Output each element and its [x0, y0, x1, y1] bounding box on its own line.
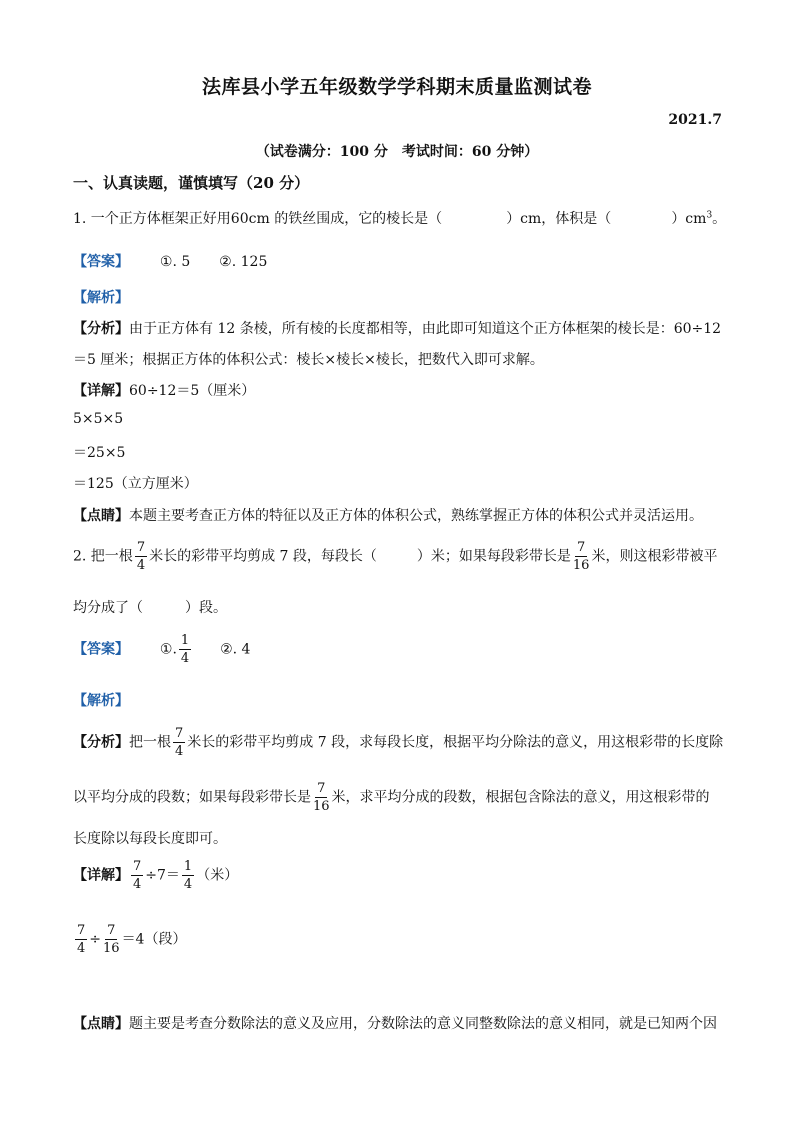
section-heading: 一、认真读题，谨慎填写（20 分）: [73, 174, 310, 192]
q2-detail-line2: [73, 924, 186, 955]
fenxi-label: 【分析】: [73, 321, 129, 337]
q1-superscript: 3: [706, 210, 713, 221]
q1-answer-1: ①. 5: [159, 254, 191, 270]
answer-label: 【答案】: [73, 254, 129, 270]
question-2: [73, 541, 717, 572]
fraction: $\frac{7}{4}$: [136, 540, 146, 573]
fraction: $\frac{1}{4}$: [180, 633, 190, 666]
fenxi-text: 米长的彩带平均剪成 7 段，求每段长度，根据平均分除法的意义，用这根彩带的长度除: [187, 734, 724, 751]
q2-dianjing: [73, 1013, 717, 1033]
page-title: 法库县小学五年级数学学科期末质量监测试卷: [201, 76, 592, 98]
fenxi-text-line2: ＝5 厘米；根据正方体的体积公式：棱长×棱长×棱长，把数代入即可求解。: [73, 352, 544, 368]
fraction: $\frac{1}{4}$: [183, 859, 193, 892]
q2-answer: [73, 634, 250, 665]
fraction: $\frac{7}{16}$: [572, 540, 590, 573]
detail-op: ÷7＝: [145, 867, 180, 884]
fenxi-text: 由于正方体有 12 条棱，所有棱的长度都相等，由此即可知道这个正方体框架的棱长是：60÷12: [129, 321, 722, 337]
exam-info: （试卷满分：100 分 考试时间：60 分钟）: [255, 144, 539, 160]
q1-text-b: ）cm，体积是（: [506, 211, 612, 227]
q2-text: ）米；如果每段彩带长是: [416, 548, 571, 565]
fenxi-text-line3: 长度除以每段长度即可。: [73, 831, 227, 847]
q2-text: 米长的彩带平均剪成 7 段，每段长（: [149, 548, 377, 565]
detail-label: 【详解】: [73, 383, 129, 399]
dianjing-text: 题主要是考查分数除法的意义及应用，分数除法的意义同整数除法的意义相同，就是已知两个因: [129, 1016, 717, 1032]
question-1: [73, 208, 726, 228]
q2-detail-line1: [73, 860, 238, 891]
detail-unit: （米）: [196, 867, 239, 884]
q2-text: 2. 把一根: [73, 548, 133, 565]
analysis-label: 【解析】: [73, 290, 129, 306]
q1-detail: [73, 380, 255, 400]
answer-label: 【答案】: [73, 641, 129, 658]
detail-result: ＝4（段）: [121, 931, 187, 948]
q1-text-a: 1. 一个正方体框架正好用60cm 的铁丝围成，它的棱长是（: [73, 211, 443, 227]
detail-line: 60÷12＝5（厘米）: [129, 383, 256, 399]
q2-text: 米，则这根彩带被平: [591, 548, 718, 565]
fraction: $\frac{7}{4}$: [175, 726, 184, 759]
q1-dianjing: [73, 505, 703, 525]
fraction: $\frac{7}{16}$: [103, 923, 120, 956]
q1-fenxi: [73, 318, 721, 338]
q2-fenxi-line1: [73, 727, 723, 758]
q2-answer-1: ①.: [159, 641, 177, 658]
fenxi-text: 米，求平均分成的段数，根据包含除法的意义，用这根彩带的: [331, 789, 710, 806]
detail-label: 【详解】: [73, 867, 129, 884]
q1-answer-2: ②. 125: [219, 254, 268, 270]
fraction: $\frac{7}{4}$: [77, 923, 86, 956]
q2-text-line2: 均分成了（ ）段。: [73, 600, 227, 616]
q1-text-d: 。: [712, 211, 727, 227]
fraction: $\frac{7}{16}$: [313, 781, 330, 814]
exam-date: 2021.7: [668, 112, 722, 128]
detail-line: ＝125（立方厘米）: [73, 476, 198, 492]
dianjing-label: 【点睛】: [73, 508, 129, 524]
q2-fenxi-line2: [73, 782, 710, 813]
fenxi-label: 【分析】: [73, 734, 129, 751]
detail-op: ÷: [89, 931, 102, 948]
detail-line: ＝25×5: [73, 445, 126, 461]
fraction: $\frac{7}{4}$: [133, 859, 142, 892]
fenxi-text: 以平均分成的段数；如果每段彩带长是: [73, 789, 311, 806]
detail-line: 5×5×5: [73, 411, 124, 427]
dianjing-label: 【点睛】: [73, 1016, 129, 1032]
q1-text-c: ）cm: [671, 211, 707, 227]
analysis-label: 【解析】: [73, 693, 129, 709]
dianjing-text: 本题主要考查正方体的特征以及正方体的体积公式，熟练掌握正方体的体积公式并灵活运用。: [129, 508, 703, 524]
fenxi-text: 把一根: [129, 734, 171, 751]
q1-answer: [73, 251, 267, 271]
q2-answer-2: ②. 4: [220, 641, 251, 658]
